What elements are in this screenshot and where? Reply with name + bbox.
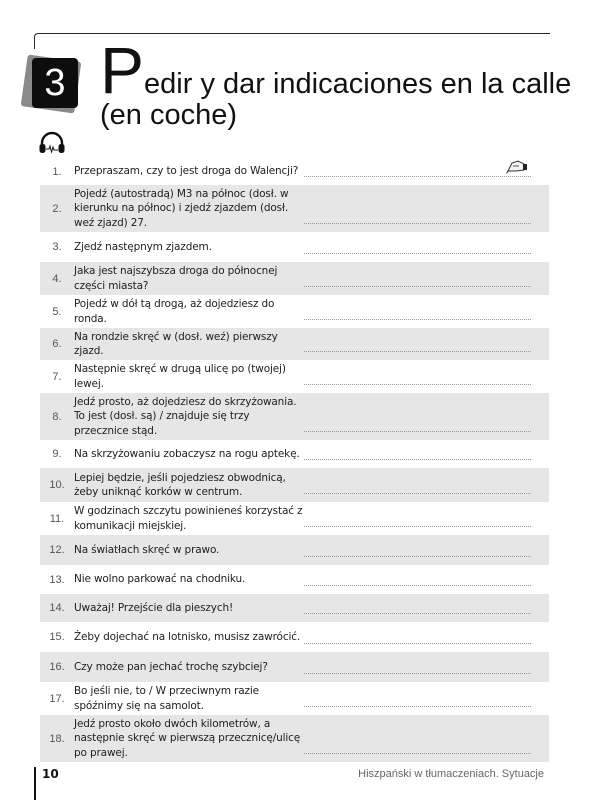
row-number: 5. [52, 305, 62, 318]
row-text: Uważaj! Przejście dla pieszych! [74, 601, 234, 614]
row-number: 11. [49, 512, 65, 525]
row-number: 14. [49, 602, 65, 614]
row-number: 18. [49, 732, 65, 745]
exercise-row [40, 440, 549, 468]
exercise-row [40, 232, 549, 262]
answer-line[interactable] [304, 493, 531, 494]
row-number: 17. [49, 692, 65, 705]
answer-line[interactable] [304, 459, 531, 460]
answer-line[interactable] [304, 673, 531, 674]
exercise-row [40, 565, 549, 594]
exercise-row [40, 594, 549, 622]
exercise-row [40, 158, 549, 185]
row-text: Na rondzie skręć w (dosł. weź) pierwszy zjazd. [74, 330, 278, 357]
answer-line[interactable] [304, 384, 531, 385]
headphones-icon[interactable] [38, 131, 66, 155]
answer-line[interactable] [304, 753, 531, 754]
row-text: Zjedź następnym zjazdem. [74, 240, 212, 253]
row-number: 12. [49, 544, 65, 556]
row-number: 8. [52, 410, 62, 423]
exercise-row [40, 715, 549, 762]
row-text: Pojedź w dół tą drogą, aż dojedziesz do ronda. [74, 298, 275, 325]
row-text: Nie wolno parkować na chodniku. [74, 573, 246, 586]
row-number: 10. [49, 479, 65, 491]
row-number: 9. [52, 448, 62, 460]
exercise-row [40, 360, 549, 393]
exercise-row [40, 652, 549, 682]
lesson-number: 3 [32, 58, 78, 108]
lesson-badge [22, 54, 82, 114]
row-text: W godzinach szczytu powinieneś korzystać z komunikacji miejskiej. [74, 505, 303, 532]
exercise-table [40, 158, 549, 762]
exercise-row [40, 393, 549, 440]
row-text: Jedź prosto około dwóch kilometrów, a następnie skręć w pierwszą przecznicę/ulicę po prawej. [74, 717, 301, 759]
exercise-row [40, 502, 549, 535]
row-text: Pojedź (autostradą) M3 na północ (dosł. w kierunku na północ) i zjedź zjazdem (dosł. weź zjazd) 27. [74, 187, 289, 229]
row-text: Żeby dojechać na lotnisko, musisz zawrócić. [74, 630, 301, 643]
answer-line[interactable] [304, 556, 531, 557]
exercise-row [40, 535, 549, 565]
row-number: 4. [52, 272, 62, 285]
answer-line[interactable] [304, 176, 531, 177]
exercise-row [40, 185, 549, 232]
row-number: 2. [52, 202, 62, 215]
row-text: Na światłach skręć w prawo. [74, 543, 220, 556]
answer-line[interactable] [304, 585, 531, 586]
row-number: 3. [52, 241, 62, 253]
exercise-row [40, 295, 549, 328]
footer-bar [34, 767, 36, 800]
row-text: Jaka jest najszybsza droga do północnej części miasta? [74, 265, 278, 292]
answer-line[interactable] [304, 286, 531, 287]
row-number: 1. [52, 165, 62, 178]
row-number: 7. [52, 370, 62, 383]
answer-line[interactable] [304, 706, 531, 707]
answer-line[interactable] [304, 643, 531, 644]
row-text: Następnie skręć w drugą ulicę po (twojej) lewej. [74, 363, 286, 390]
page-number: 10 [42, 767, 59, 781]
answer-line[interactable] [304, 319, 531, 320]
answer-line[interactable] [304, 526, 531, 527]
exercise-row [40, 622, 549, 652]
page-title [100, 33, 572, 132]
exercise-row [40, 468, 549, 502]
row-text: Czy może pan jechać trochę szybciej? [74, 660, 268, 673]
row-number: 15. [49, 631, 65, 643]
row-number: 6. [52, 338, 62, 350]
row-number: 13. [49, 573, 65, 586]
exercise-row [40, 328, 549, 360]
book-title: Hiszpański w tłumaczeniach. Sytuacje [358, 768, 544, 780]
row-text: Przepraszam, czy to jest droga do Walencji? [74, 165, 299, 178]
row-number: 16. [49, 661, 65, 673]
row-text: Bo jeśli nie, to / W przeciwnym razie spóźnimy się na samolot. [74, 685, 259, 712]
title-line2: (en coche) [100, 99, 238, 131]
row-text: Jedź prosto, aż dojedziesz do skrzyżowania. To jest (dosł. są) / znajduje się trzy przecznice stąd. [74, 395, 297, 437]
title-line1: edir y dar indicaciones en la calle [144, 68, 572, 100]
answer-line[interactable] [304, 223, 531, 224]
row-text: Na skrzyżowaniu zobaczysz na rogu aptekę. [74, 447, 300, 460]
answer-line[interactable] [304, 431, 531, 432]
answer-line[interactable] [304, 613, 531, 614]
title-initial: P [100, 33, 145, 107]
exercise-row [40, 682, 549, 715]
row-text: Lepiej będzie, jeśli pojedziesz obwodnicą, żeby uniknąć korków w centrum. [74, 471, 286, 498]
exercise-row [40, 262, 549, 295]
answer-line[interactable] [304, 253, 531, 254]
answer-line[interactable] [304, 351, 531, 352]
